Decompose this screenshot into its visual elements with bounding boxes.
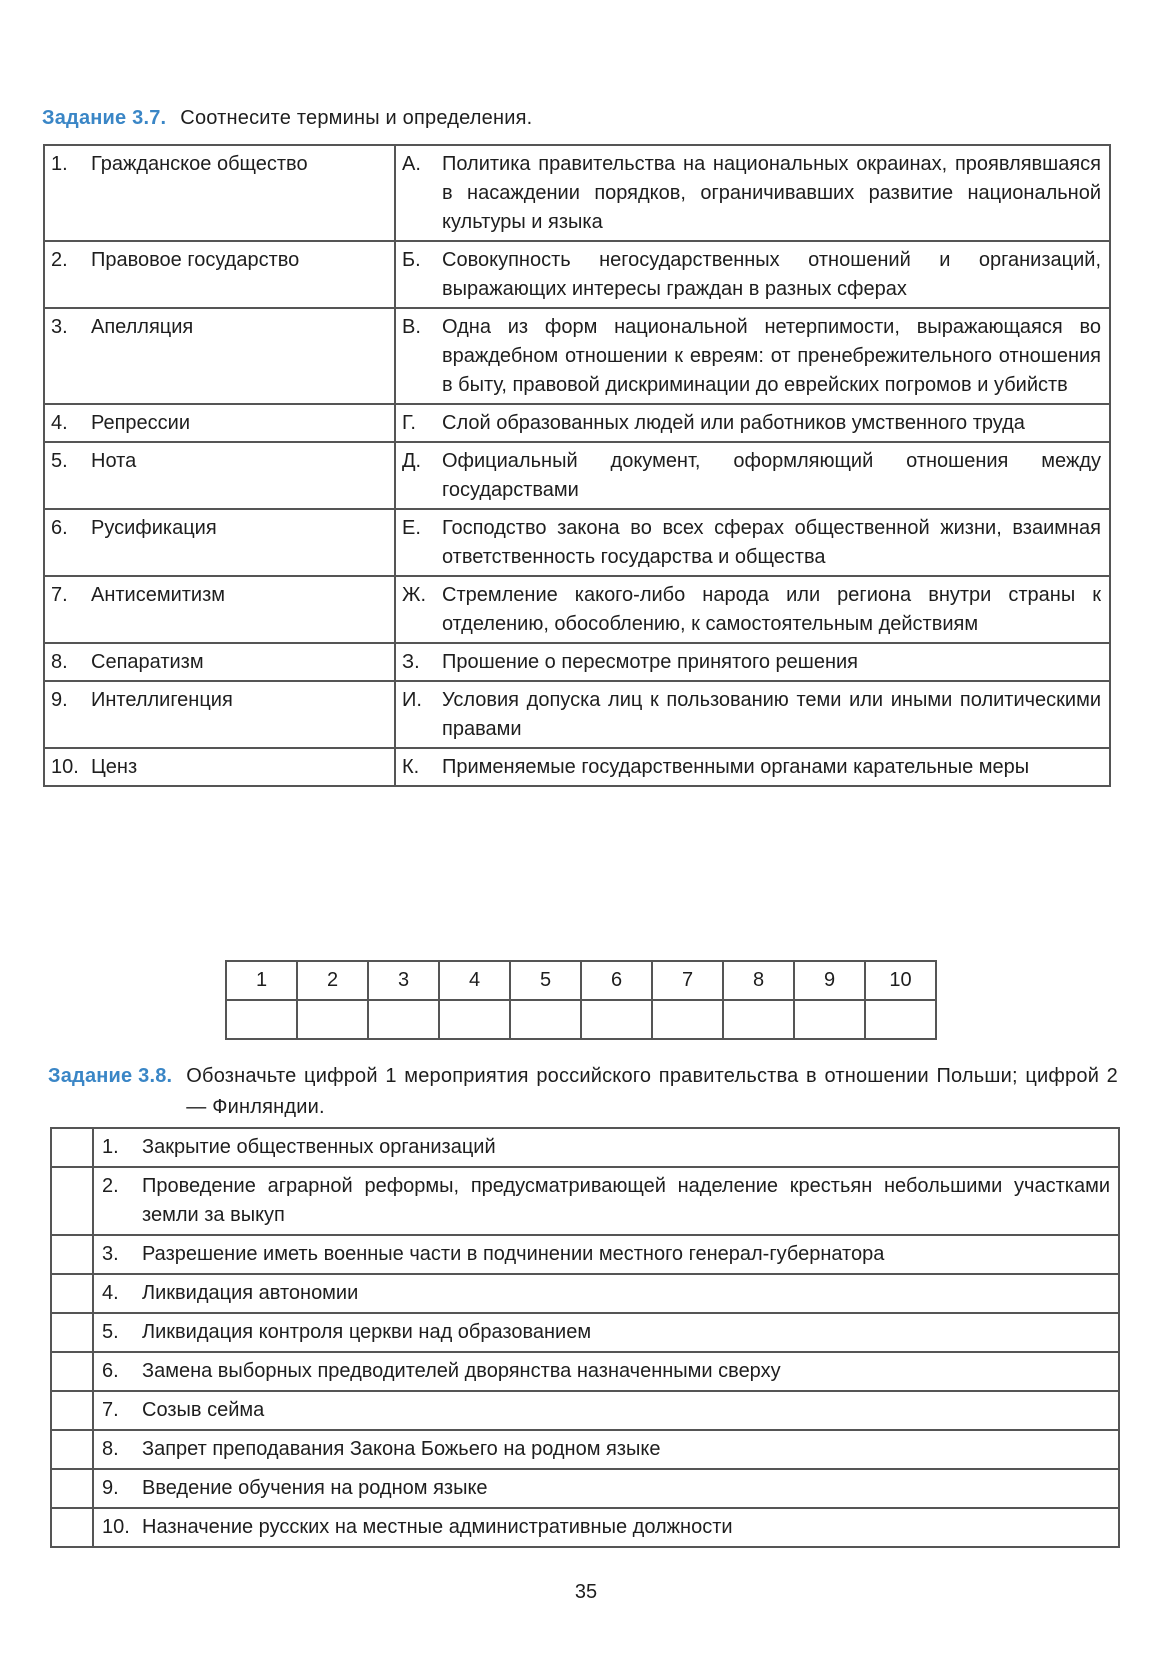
term-cell [44,576,395,643]
answer-input-cell[interactable] [581,1000,652,1039]
answer-header-cell: 6 [581,961,652,1000]
definition-cell [395,509,1110,576]
page-number: 35 [574,1581,598,1603]
task-3-7-instruction: Соотнесите термины и определения. [180,107,533,129]
task-3-7-heading [42,103,1122,134]
definition-text: Официальный документ, оформляющий отношения между государствами [442,450,1101,501]
definition [402,246,1101,304]
definition [402,409,1101,438]
answer-box[interactable] [51,1430,93,1469]
answer-input-cell[interactable] [865,1000,936,1039]
definition-letter: А. [402,153,421,175]
answer-input-cell[interactable] [510,1000,581,1039]
measure-number: 4. [102,1282,119,1304]
answer-box[interactable] [51,1235,93,1274]
definition [402,648,1101,677]
measure-text: Закрытие общественных организаций [142,1136,496,1158]
measure-text: Назначение русских на местные административные должности [142,1516,733,1538]
measure [102,1357,1110,1386]
list-item [51,1391,1119,1430]
term-number: 10. [51,756,79,778]
definition-text: Совокупность негосударственных отношений и организаций, выражающих интересы граждан в разных сферах [442,249,1101,300]
measure-cell [93,1469,1119,1508]
definition [402,581,1101,639]
answer-input-cell[interactable] [226,1000,297,1039]
definition-letter: Е. [402,517,421,539]
measure-text: Введение обучения на родном языке [142,1477,488,1499]
term-number: 2. [51,249,68,271]
measure [102,1513,1110,1542]
measure [102,1396,1110,1425]
answer-grid [225,960,937,1040]
measure-number: 3. [102,1243,119,1265]
answer-input-cell[interactable] [652,1000,723,1039]
term-cell [44,643,395,681]
answer-input-cell[interactable] [794,1000,865,1039]
term-cell [44,681,395,748]
answer-input-cell[interactable] [439,1000,510,1039]
measure-cell [93,1313,1119,1352]
measure-cell [93,1235,1119,1274]
definition-text: Одна из форм национальной нетерпимости, выражающаяся во враждебном отношении к евреям: от пренебрежительного отношения в быту, правовой дискриминации до еврейских погромов и убийств [442,316,1101,396]
answer-header-cell: 1 [226,961,297,1000]
term-text: Сепаратизм [91,651,204,673]
term-number: 4. [51,412,68,434]
definition-cell [395,681,1110,748]
term-text: Правовое государство [91,249,300,271]
answer-header-cell: 9 [794,961,865,1000]
task-3-8-heading [48,1061,1118,1123]
term-cell [44,748,395,786]
definition-text: Прошение о пересмотре принятого решения [442,651,859,673]
term-cell [44,509,395,576]
measure [102,1172,1110,1230]
measure-cell [93,1352,1119,1391]
table-row [44,681,1110,748]
definition-cell [395,404,1110,442]
definition-cell [395,308,1110,404]
definition-letter: Б. [402,249,421,271]
list-item [51,1235,1119,1274]
term-cell [44,241,395,308]
term-number: 7. [51,584,68,606]
measure-text: Проведение аграрной реформы, предусматривающей наделение крестьян небольшими участками земли за выкуп [142,1175,1110,1226]
measure-text: Ликвидация автономии [142,1282,359,1304]
answer-box[interactable] [51,1391,93,1430]
term-cell [44,404,395,442]
term-cell [44,145,395,241]
definition-cell [395,442,1110,509]
table-row [44,748,1110,786]
definition-text: Стремление какого-либо народа или региона внутри страны к отделению, обособлению, к самостоятельным действиям [442,584,1101,635]
definition [402,150,1101,237]
measure-number: 6. [102,1360,119,1382]
definition-text: Слой образованных людей или работников умственного труда [442,412,1025,434]
measure-cell [93,1391,1119,1430]
definition-cell [395,748,1110,786]
measure [102,1318,1110,1347]
definition-cell [395,241,1110,308]
measure-number: 10. [102,1516,130,1538]
answer-header-cell: 7 [652,961,723,1000]
definition [402,686,1101,744]
answer-box[interactable] [51,1508,93,1547]
table-row [44,576,1110,643]
definition-letter: Г. [402,412,416,434]
answer-box[interactable] [51,1167,93,1235]
matching-table [43,144,1111,787]
task-3-8-instruction: Обозначьте цифрой 1 мероприятия российского правительства в отношении Польши; цифрой 2 — Финляндии. [186,1065,1118,1118]
answer-input-cell[interactable] [368,1000,439,1039]
measure-text: Созыв сейма [142,1399,265,1421]
definition-cell [395,643,1110,681]
term-text: Ценз [91,756,138,778]
measure-text: Ликвидация контроля церкви над образованием [142,1321,592,1343]
answer-grid-header-row [226,961,936,1000]
definition-text: Применяемые государственными органами карательные меры [442,756,1030,778]
definition-letter: З. [402,651,420,673]
definition-letter: К. [402,756,420,778]
answer-box[interactable] [51,1469,93,1508]
measure-number: 1. [102,1136,119,1158]
term-text: Антисемитизм [91,584,226,606]
measure-number: 5. [102,1321,119,1343]
definition [402,447,1101,505]
answer-grid-input-row [226,1000,936,1039]
answer-box[interactable] [51,1352,93,1391]
term-text: Нота [91,450,137,472]
term-text: Интеллигенция [91,689,233,711]
answer-header-cell: 3 [368,961,439,1000]
term-text: Гражданское общество [91,153,308,175]
definition-text: Политика правительства на национальных окраинах, проявлявшаяся в насаждении порядков, ограничивавших развитие национальной культуры и языка [442,153,1101,233]
measure [102,1279,1110,1308]
measure [102,1240,1110,1269]
answer-header-cell: 2 [297,961,368,1000]
answer-header-cell: 8 [723,961,794,1000]
list-item [51,1313,1119,1352]
list-item [51,1508,1119,1547]
table-row [44,145,1110,241]
measure-text: Запрет преподавания Закона Божьего на родном языке [142,1438,661,1460]
measure-cell [93,1508,1119,1547]
measure [102,1474,1110,1503]
table-row [44,241,1110,308]
table-row [44,404,1110,442]
answer-header-cell: 10 [865,961,936,1000]
definition-cell [395,576,1110,643]
measure-number: 9. [102,1477,119,1499]
answer-input-cell[interactable] [297,1000,368,1039]
list-item [51,1167,1119,1235]
measure-cell [93,1430,1119,1469]
measure-number: 8. [102,1438,119,1460]
definition [402,753,1101,782]
measure-number: 7. [102,1399,119,1421]
term-number: 9. [51,689,68,711]
table-row [44,442,1110,509]
list-item [51,1128,1119,1167]
measure [102,1435,1110,1464]
measure-text: Разрешение иметь военные части в подчинении местного генерал-губернатора [142,1243,885,1265]
term-text: Репрессии [91,412,191,434]
measures-table [50,1127,1120,1548]
answer-header-cell: 4 [439,961,510,1000]
measure-number: 2. [102,1175,119,1197]
term-text: Апелляция [91,316,194,338]
definition-letter: Д. [402,450,422,472]
measure-cell [93,1128,1119,1167]
list-item [51,1469,1119,1508]
definition-letter: Ж. [402,584,427,606]
term-number: 1. [51,153,68,175]
answer-box[interactable] [51,1274,93,1313]
term-text: Русификация [91,517,217,539]
definition-cell [395,145,1110,241]
definition [402,313,1101,400]
answer-box[interactable] [51,1313,93,1352]
table-row [44,643,1110,681]
definition [402,514,1101,572]
list-item [51,1352,1119,1391]
measure-cell [93,1167,1119,1235]
list-item [51,1274,1119,1313]
definition-text: Условия допуска лиц к пользованию теми или иными политическими правами [442,689,1101,740]
term-cell [44,308,395,404]
answer-box[interactable] [51,1128,93,1167]
task-3-8-label: Задание 3.8. [48,1065,173,1087]
term-number: 8. [51,651,68,673]
table-row [44,509,1110,576]
answer-input-cell[interactable] [723,1000,794,1039]
term-number: 5. [51,450,68,472]
table-row [44,308,1110,404]
term-number: 3. [51,316,68,338]
measure [102,1133,1110,1162]
task-3-7-label: Задание 3.7. [42,107,167,129]
measure-cell [93,1274,1119,1313]
answer-header-cell: 5 [510,961,581,1000]
term-cell [44,442,395,509]
measure-text: Замена выборных предводителей дворянства назначенными сверху [142,1360,781,1382]
definition-letter: И. [402,689,422,711]
list-item [51,1430,1119,1469]
term-number: 6. [51,517,68,539]
definition-text: Господство закона во всех сферах общественной жизни, взаимная ответственность государства и общества [442,517,1101,568]
definition-letter: В. [402,316,421,338]
